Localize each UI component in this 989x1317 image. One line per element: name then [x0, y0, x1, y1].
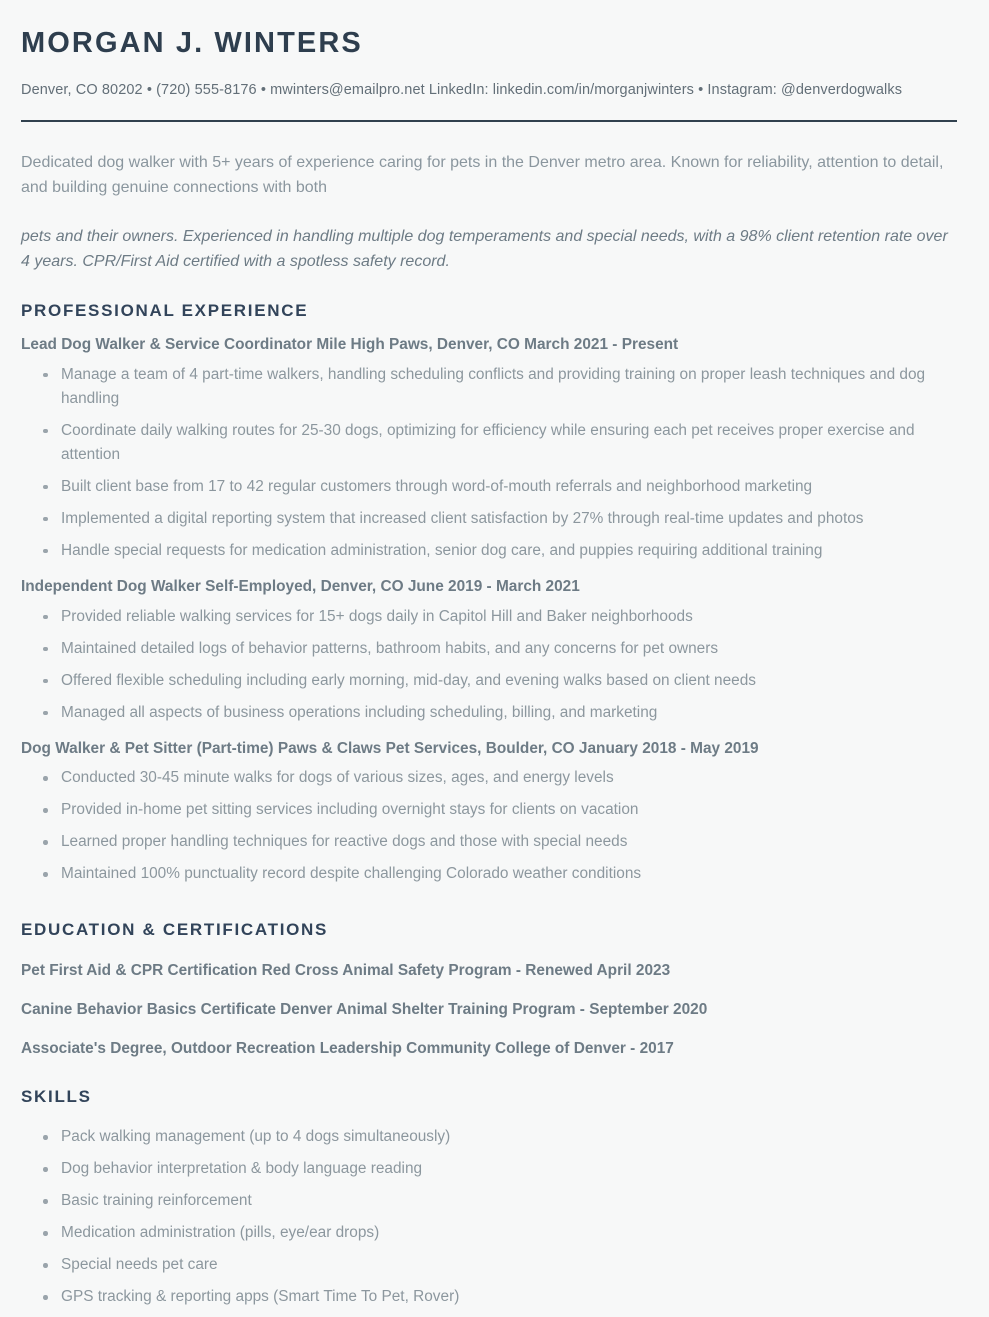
- experience-item: [21, 577, 957, 725]
- job-heading: Dog Walker & Pet Sitter (Part-time) Paws & Claws Pet Services, Boulder, CO January 2018 - May 2019: [21, 739, 759, 757]
- job-heading: Lead Dog Walker & Service Coordinator Mile High Paws, Denver, CO March 2021 - Present: [21, 336, 679, 354]
- list-item: Coordinate daily walking routes for 25-30 dogs, optimizing for efficiency while ensuring each pet receives proper exercise and attention: [21, 419, 957, 467]
- page-title: MORGAN J. WINTERS: [21, 27, 363, 59]
- experience-item: [21, 739, 957, 887]
- list-item: Dog behavior interpretation & body language reading: [21, 1157, 957, 1181]
- list-item: Maintained 100% punctuality record despite challenging Colorado weather conditions: [21, 862, 957, 886]
- summary-paragraph: Dedicated dog walker with 5+ years of experience caring for pets in the Denver metro area. Known for reliability, attention to detail, and building genuine connections with both: [21, 154, 944, 196]
- job-bullets: [21, 605, 957, 725]
- header-divider: [21, 120, 957, 122]
- section-heading-education: EDUCATION & CERTIFICATIONS: [21, 920, 329, 940]
- section-heading-skills: SKILLS: [21, 1087, 92, 1107]
- education-item: Associate's Degree, Outdoor Recreation Leadership Community College of Denver - 2017: [21, 1039, 674, 1057]
- skills-list: [21, 1125, 957, 1309]
- job-heading: Independent Dog Walker Self-Employed, Denver, CO June 2019 - March 2021: [21, 577, 580, 595]
- list-item: Managed all aspects of business operations including scheduling, billing, and marketing: [21, 701, 957, 725]
- list-item: Provided reliable walking services for 15+ dogs daily in Capitol Hill and Baker neighborhoods: [21, 605, 957, 629]
- list-item: Basic training reinforcement: [21, 1189, 957, 1213]
- list-item: Learned proper handling techniques for reactive dogs and those with special needs: [21, 830, 957, 854]
- job-bullets: [21, 363, 957, 563]
- list-item: GPS tracking & reporting apps (Smart Time To Pet, Rover): [21, 1285, 957, 1309]
- summary-paragraph-italic: pets and their owners. Experienced in handling multiple dog temperaments and special needs, with a 98% client retention rate over 4 years. CPR/First Aid certified with a spotless safety record.: [21, 228, 948, 270]
- list-item: Handle special requests for medication administration, senior dog care, and puppies requiring additional training: [21, 539, 957, 563]
- list-item: Special needs pet care: [21, 1253, 957, 1277]
- section-skills: [21, 1087, 957, 1309]
- experience-item: [21, 335, 957, 563]
- section-education-certifications: [21, 920, 957, 1059]
- list-item: Conducted 30-45 minute walks for dogs of various sizes, ages, and energy levels: [21, 766, 957, 790]
- list-item: Offered flexible scheduling including early morning, mid-day, and evening walks based on client needs: [21, 669, 957, 693]
- list-item: Medication administration (pills, eye/ear drops): [21, 1221, 957, 1245]
- list-item: Implemented a digital reporting system that increased client satisfaction by 27% through real-time updates and photos: [21, 507, 957, 531]
- section-professional-experience: [21, 301, 957, 886]
- contact-line: Denver, CO 80202 • (720) 555-8176 • mwinters@emailpro.net LinkedIn: linkedin.com/in/morganjwinters • Instagram: @denverdogwalks: [21, 81, 903, 98]
- list-item: Manage a team of 4 part-time walkers, handling scheduling conflicts and providing training on proper leash techniques and dog handling: [21, 363, 957, 411]
- list-item: Provided in-home pet sitting services including overnight stays for clients on vacation: [21, 798, 957, 822]
- list-item: Built client base from 17 to 42 regular customers through word-of-mouth referrals and neighborhood marketing: [21, 475, 957, 499]
- section-heading-experience: PROFESSIONAL EXPERIENCE: [21, 301, 309, 321]
- education-item: Pet First Aid & CPR Certification Red Cross Animal Safety Program - Renewed April 2023: [21, 962, 671, 980]
- job-bullets: [21, 766, 957, 886]
- education-item: Canine Behavior Basics Certificate Denver Animal Shelter Training Program - September 2020: [21, 1001, 708, 1019]
- list-item: Maintained detailed logs of behavior patterns, bathroom habits, and any concerns for pet owners: [21, 637, 957, 661]
- list-item: Pack walking management (up to 4 dogs simultaneously): [21, 1125, 957, 1149]
